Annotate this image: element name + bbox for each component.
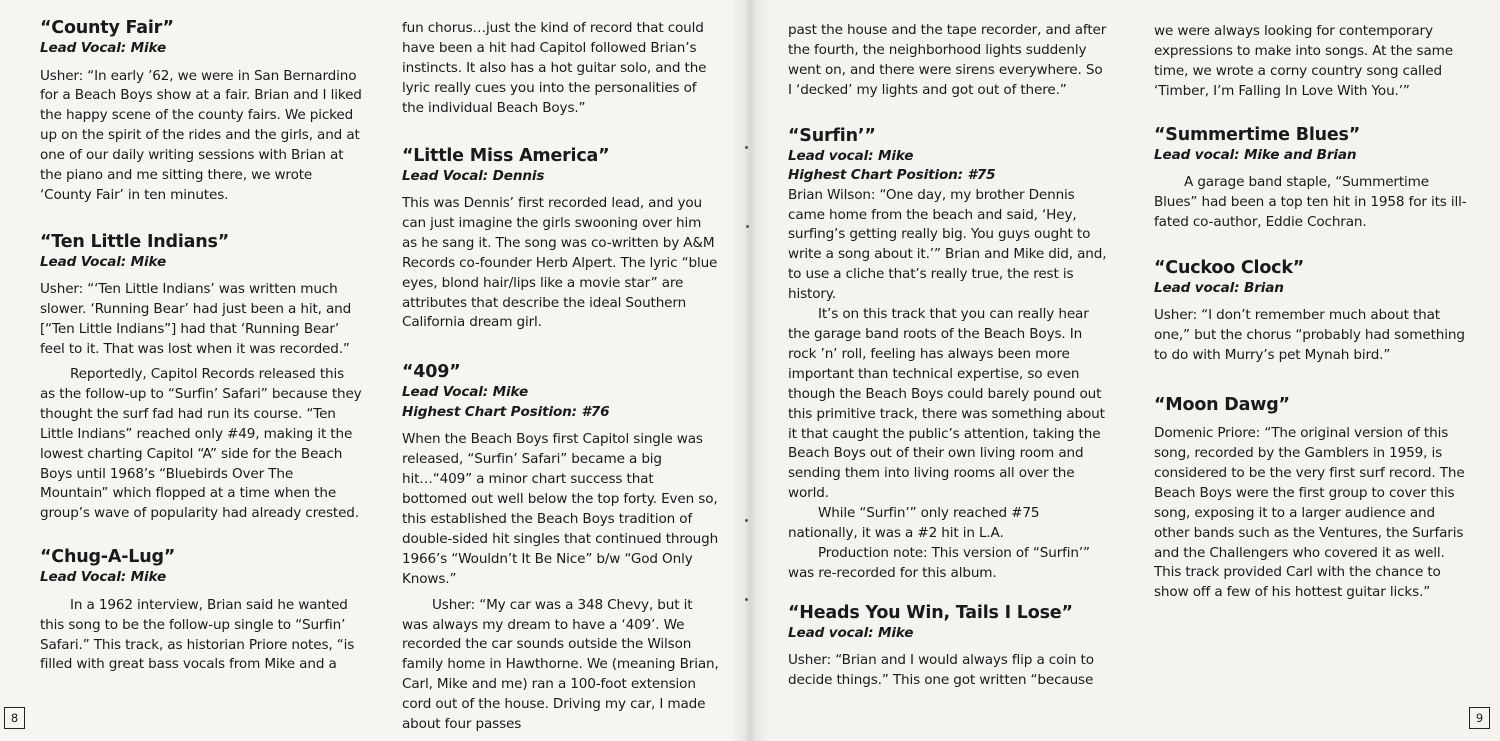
song-title-ten-little-indians: “Ten Little Indians” (40, 231, 230, 252)
song-title-county-fair: “County Fair” (40, 18, 174, 38)
book-gutter (730, 0, 770, 741)
text-continuation-col4: we were always looking for contemporary expressions to make into songs. At the same time, we wrote a corny country song called ‘Timber, I’m Falling In Love With You.’” (1154, 23, 1453, 99)
song-title-heads-you-win: “Heads You Win, Tails I Lose” (788, 602, 1073, 623)
text-chug-a-lug: In a 1962 interview, Brian said he wanted this song to be the follow-up single to “Surfin’ Safari.” This track, as historian Priore notes, “is filled with great bass vocals from Mike and a (40, 596, 355, 673)
staple-mark (745, 146, 748, 149)
song-title-summertime-blues: “Summertime Blues” (1154, 124, 1361, 145)
page-number-right: 9 (1469, 707, 1490, 729)
column-1 (40, 17, 362, 675)
staple-mark (745, 598, 748, 601)
text-county-fair: Usher: “In early ’62, we were in San Bernardino for a Beach Boys show at a fair. Brian and I liked the happy scene of the county fairs. We picked up on the spirit of the rides and the girls, and at one of our daily writing sessions with Brian at the piano and me sitting there, we wrote ‘County Fair’ in ten minutes. (40, 67, 362, 203)
chart-position-409: Highest Chart Position: #76 (402, 403, 610, 420)
song-title-little-miss-america: “Little Miss America” (402, 145, 610, 166)
text-heads-you-win: Usher: “Brian and I would always flip a coin to decide things.” This one got written “because (788, 652, 1094, 689)
song-title-chug-a-lug: “Chug-A-Lug” (40, 547, 176, 568)
text-continuation-col2: fun chorus…just the kind of record that could have been a hit had Capitol followed Brian’s instincts. It also has a hot guitar solo, and the lyric really cues you into the personalities of the individual Beach Boys.” (402, 20, 707, 116)
text-409-1: When the Beach Boys first Capitol single was released, “Surfin’ Safari” became a big hit…“409” a minor chart success that bottomed out well below the top forty. Even so, this established the Beach Boys tradition of double-sided hit singles that continued through 1966’s “Wouldn’t It Be Nice” b/w “God Only Knows.” (402, 431, 719, 587)
song-title-cuckoo-clock: “Cuckoo Clock” (1154, 257, 1305, 278)
song-title-surfin: “Surfin’” (788, 125, 876, 146)
lead-vocal-heads-you-win: Lead vocal: Mike (788, 624, 914, 641)
page-number-left: 8 (4, 707, 25, 729)
column-3 (788, 21, 1108, 691)
staple-mark (746, 225, 749, 228)
column-4 (1154, 22, 1472, 603)
lead-vocal-summertime-blues: Lead vocal: Mike and Brian (1154, 146, 1357, 163)
column-2 (402, 19, 720, 735)
chart-position-surfin: Highest Chart Position: #75 (788, 167, 996, 184)
text-little-miss-america: This was Dennis’ first recorded lead, and you can just imagine the girls swooning over him as he sang it. The song was co-written by A&M Records co-founder Herb Alpert. The lyric “blue eyes, blond hair/lips like a movie star” are attributes that describe the ideal Southern California dream girl. (402, 195, 718, 331)
song-title-409: “409” (402, 362, 461, 383)
text-continuation-col3: past the house and the tape recorder, and after the fourth, the neighborhood lights suddenly went on, and there were sirens everywhere. So I ‘decked’ my lights and got out of there.” (788, 22, 1107, 98)
text-surfin-2: It’s on this track that you can really hear the garage band roots of the Beach Boys. In rock ’n’ roll, feeling has always been more important than technical expertise, so even though the Beach Boys could barely pound out this primitive track, there was something about it that caught the public’s attention, taking the Beach Boys out of their own living room and sending them into living rooms all over the world. (788, 306, 1105, 502)
text-moon-dawg: Domenic Priore: “The original version of this song, recorded by the Gamblers in 1959, is considered to be the very first surf record. The Beach Boys were the first group to cover this song, exposing it to a larger audience and other bands such as the Ventures, the Surfaris and the Challengers who covered it as well. This track provided Carl with the chance to show off a few of his hottest guitar licks.” (1154, 425, 1465, 601)
lead-vocal-cuckoo-clock: Lead vocal: Brian (1154, 279, 1284, 296)
lead-vocal-little-miss-america: Lead Vocal: Dennis (402, 167, 545, 184)
lead-vocal-409: Lead Vocal: Mike (402, 384, 529, 401)
text-summertime-blues: A garage band staple, “Summertime Blues” had been a top ten hit in 1958 for its ill-fated co-author, Eddie Cochran. (1154, 174, 1467, 230)
lead-vocal-surfin: Lead vocal: Mike (788, 147, 914, 164)
text-surfin-4: Production note: This version of “Surfin’” was re-recorded for this album. (788, 544, 1090, 581)
lead-vocal-county-fair: Lead Vocal: Mike (40, 40, 167, 56)
staple-mark (745, 519, 748, 522)
song-title-moon-dawg: “Moon Dawg” (1154, 395, 1290, 416)
lead-vocal-chug-a-lug: Lead Vocal: Mike (40, 569, 167, 586)
text-surfin-3: While “Surfin’” only reached #75 nationally, it was a #2 hit in L.A. (788, 505, 1040, 542)
text-ten-little-indians-1: Usher: “‘Ten Little Indians’ was written much slower. ‘Running Bear’ had just been a hit, and [“Ten Little Indians”] had that ‘Running Bear’ feel to it. That was lost when it was recorded.” (40, 281, 352, 358)
lead-vocal-ten-little-indians: Lead Vocal: Mike (40, 253, 167, 270)
text-surfin-1: Brian Wilson: “One day, my brother Dennis came home from the beach and said, ‘Hey, surfing’s getting really big. You guys ought to write a song about it.’” Brian and Mike did, and, to use a cliche that’s really true, the rest is history. (788, 186, 1107, 303)
text-409-2: Usher: “My car was a 348 Chevy, but it was always my dream to have a ‘409’. We recorded the car sounds outside the Wilson family home in Hawthorne. We (meaning Brian, Carl, Mike and me) ran a 100-foot extension cord out of the house. Driving my car, I made about four passes (402, 596, 719, 733)
text-cuckoo-clock: Usher: “I don’t remember much about that one,” but the chorus “probably had something to do with Murry’s pet Mynah bird.” (1154, 307, 1465, 364)
text-ten-little-indians-2: Reportedly, Capitol Records released this as the follow-up to “Surfin’ Safari” because they thought the surf fad had run its course. “Ten Little Indians” reached only #49, making it the lowest charting Capitol “A” side for the Beach Boys until 1968’s “Bluebirds Over The Mountain” which flopped at a time when the group’s wave of popularity had already crested. (40, 365, 362, 522)
